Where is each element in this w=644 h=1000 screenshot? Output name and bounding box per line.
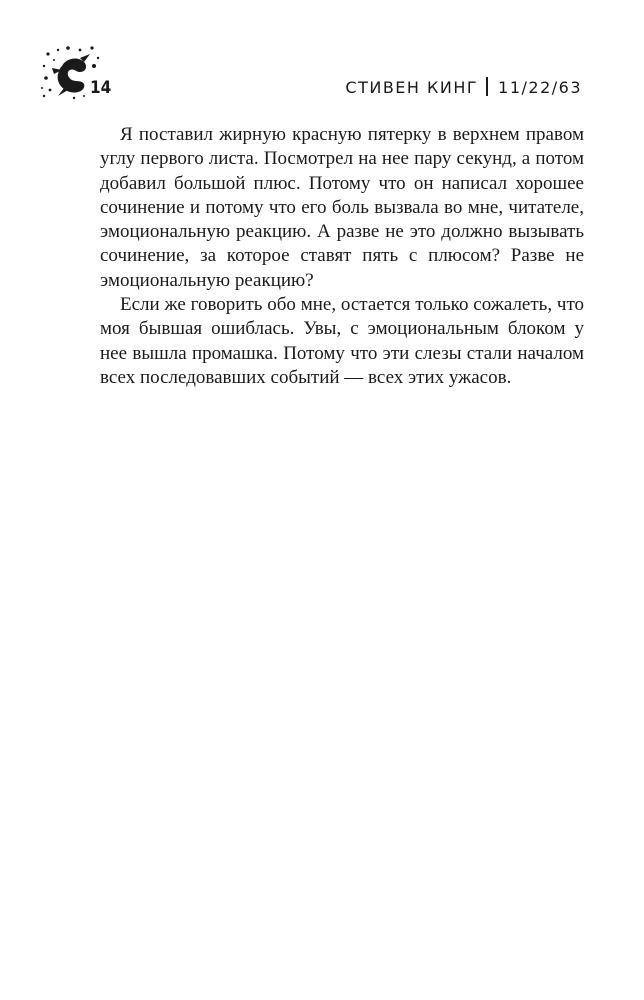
page-number: 14 (90, 78, 112, 98)
author-name: СТИВЕН КИНГ (345, 78, 479, 97)
paragraph-2: Если же говорить обо мне, остается только сожалеть, что моя бывшая ошиблась. Увы, с эмоциональным блоком у нее вышла промашка. Потому что эти слезы стали началом всех последовавших событий — всех этих ужасов. (100, 294, 584, 388)
body-text (100, 123, 584, 390)
page-header (40, 44, 582, 104)
header-separator (486, 77, 488, 96)
book-title: 11/22/63 (498, 78, 582, 97)
paragraph-1: Я поставил жирную красную пятерку в верхнем правом углу первого листа. Посмотрел на нее пару секунд, а потом добавил большой плюс. Потому что он написал хорошее сочинение и потому что его боль вызвала во мне, читателе, эмоциональную реакцию. А разве не это должно вызывать сочинение, за которое ставят пять с плюсом? Разве не эмоциональную реакцию? (100, 124, 584, 291)
running-head (345, 77, 582, 97)
